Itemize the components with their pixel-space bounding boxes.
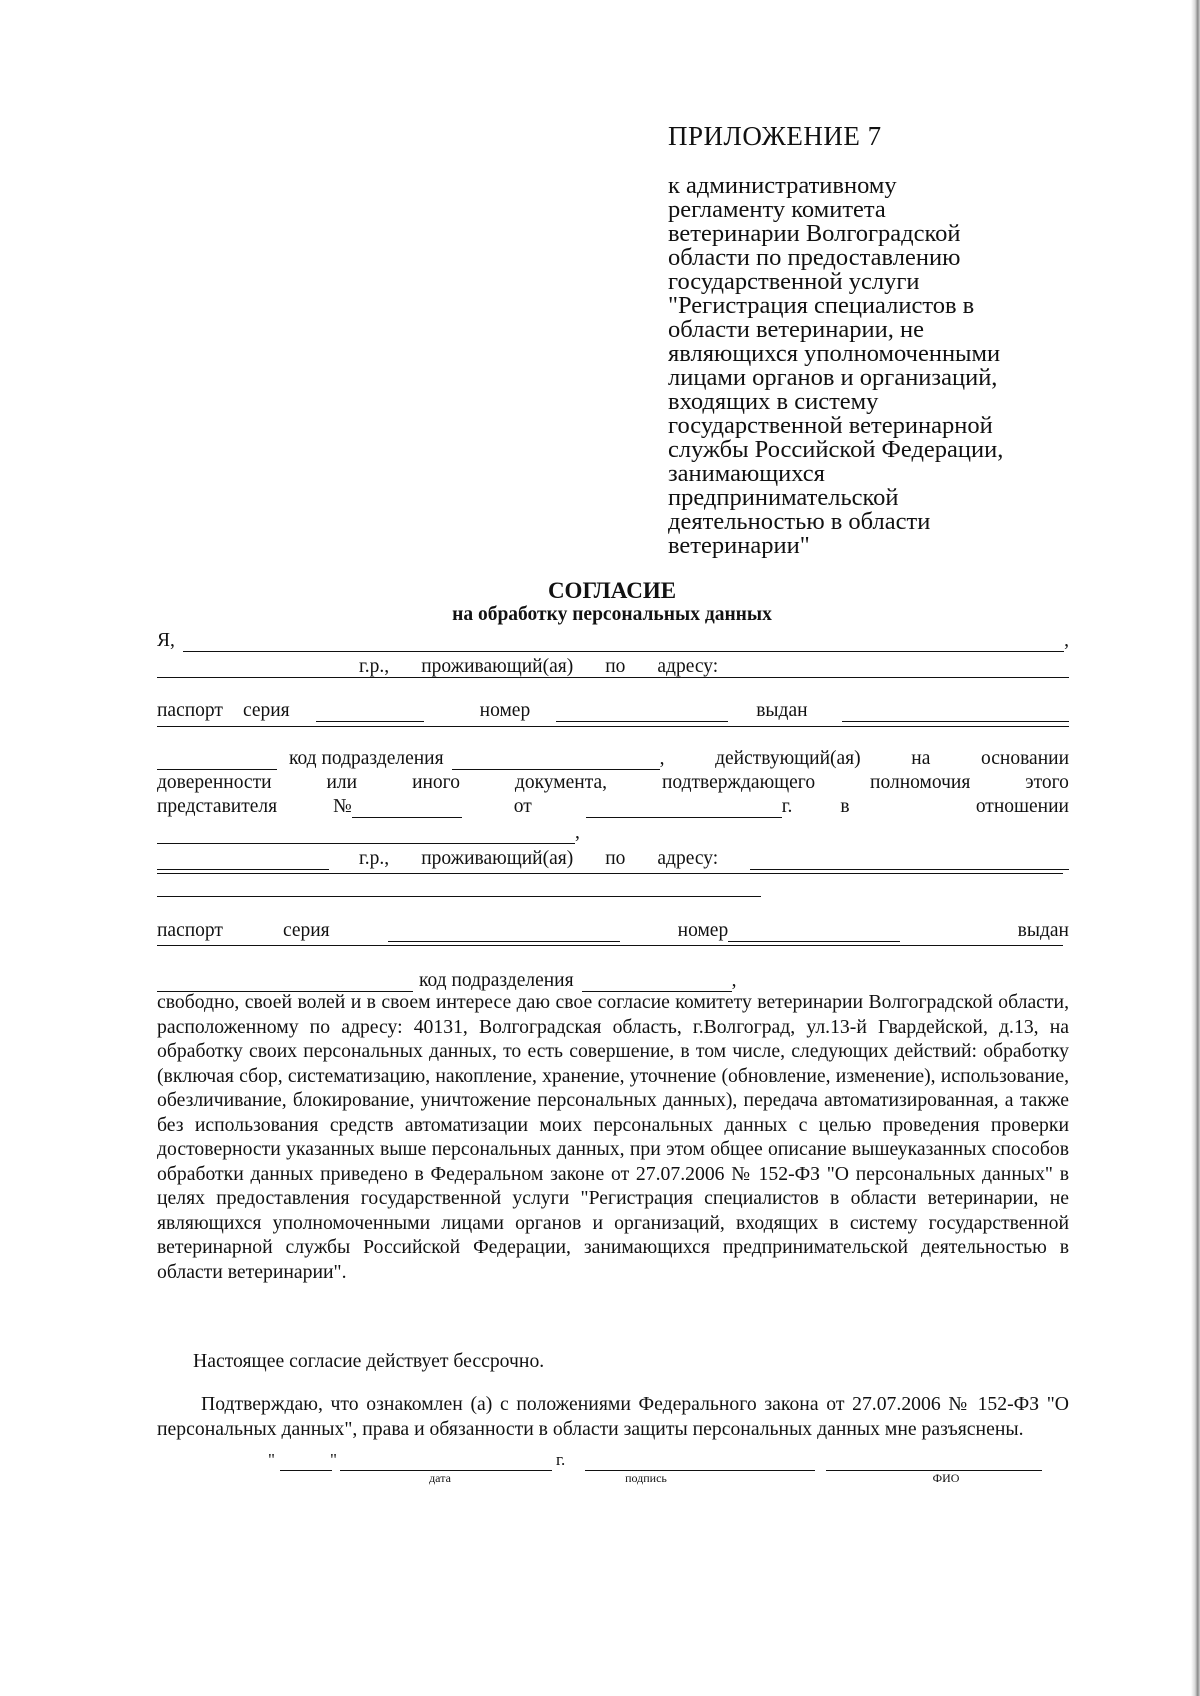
label-at: по <box>605 656 626 677</box>
consent-confirm: Подтверждаю, что ознакомлен (а) с положениями Федерального закона от 27.07.2006 № 152-ФЗ "О персональных данных", права и обязанности в области защиты персональных данных мне разъяснены. <box>157 1393 1069 1440</box>
label-series-2: серия <box>282 920 330 941</box>
field-birth-year-2[interactable] <box>157 851 329 870</box>
row-represented <box>157 820 1069 844</box>
appendix-title: ПРИЛОЖЕНИЕ 7 <box>668 121 882 151</box>
label-comma-3: , <box>731 970 737 991</box>
label-address-2: адресу: <box>657 848 719 869</box>
label-passport-2: паспорт <box>157 920 223 941</box>
signature-lines <box>0 1450 1200 1474</box>
appendix-text: к административному регламенту комитета ветеринарии Волгоградской области по предоставлению государственной услуги "Регистрация специалистов в области ветеринарии, не являющихся уполномоченными лицами органов и организаций, входящих в систему государственной ветеринарной службы Российской Федерации, занимающихся предпринимательской деятельностью в области ветеринарии" <box>668 172 1004 559</box>
row-passport-2 <box>157 918 1069 942</box>
label-issued-2: выдан <box>1017 920 1069 941</box>
doc-title: СОГЛАСИЕ <box>547 578 677 603</box>
row-proxy <box>157 770 1069 794</box>
label-number-2: номер <box>677 920 729 941</box>
scan-edge <box>1191 0 1200 1696</box>
field-number-2[interactable] <box>728 923 900 942</box>
field-day[interactable] <box>280 1470 332 1471</box>
label-year: г. <box>781 796 793 817</box>
field-address-2-line-3[interactable] <box>157 896 761 897</box>
label-at-2: по <box>605 848 626 869</box>
consent-main-text: свободно, своей волей и в своем интересе даю свое согласие комитету ветеринарии Волгоградской области, расположенному по адресу: 40131, Волгоградская область, г.Волгоград, ул.13-й Гвардейской, д.13, на обработку своих персональных данных, то есть совершение, в том числе, следующих действий: обработку (включая сбор, систематизацию, накопление, хранение, уточнение (обновление, изменение), использование, обезличивание, блокирование, уничтожение персональных данных), передача автоматизированная, а также без использования средств автоматизации моих персональных данных с целью проведения проверки достоверности указанных выше персональных данных, при этом общее описание вышеуказанных способов обработки данных приведено в Федеральном законе от 27.07.2006 № 152-ФЗ "О персональных данных" в целях предоставления государственной услуги "Регистрация специалистов в области ветеринарии, не являющихся уполномоченными лицами органов и организаций, входящих в систему государственной ветеринарной службы Российской Федерации, занимающихся предпринимательской деятельностью в области ветеринарии". <box>157 991 1069 1283</box>
field-series-2[interactable] <box>388 923 620 942</box>
word-proxy-0: доверенности <box>157 772 272 793</box>
field-doc-date[interactable] <box>586 799 782 818</box>
row-name <box>157 628 1069 652</box>
field-birth-year[interactable] <box>157 659 329 678</box>
label-unit-code-2: код подразделения <box>419 970 574 991</box>
label-from: от <box>513 796 532 817</box>
row-birth-address-2 <box>157 846 1069 870</box>
row-code-1 <box>157 746 1069 770</box>
label-address: адресу: <box>657 656 719 677</box>
label-passport: паспорт <box>157 700 223 721</box>
label-number: номер <box>479 700 531 721</box>
quote-open: " <box>268 1450 275 1469</box>
caption-signature: подпись <box>625 1471 667 1485</box>
field-address-2-line-2[interactable] <box>157 873 1063 874</box>
label-birth-year: г.р., <box>359 656 390 677</box>
field-doc-number[interactable] <box>352 799 462 818</box>
label-i: Я, <box>157 630 175 651</box>
label-living: проживающий(ая) <box>421 656 574 677</box>
field-unit-code[interactable] <box>452 751 660 770</box>
field-series[interactable] <box>316 703 424 722</box>
field-address-2[interactable] <box>750 851 1069 870</box>
label-comma: , <box>1064 630 1069 651</box>
caption-date: дата <box>429 1471 451 1485</box>
label-birth-year-2: г.р., <box>359 848 390 869</box>
field-number[interactable] <box>556 703 728 722</box>
row-birth-address-1 <box>157 654 1069 678</box>
field-address-line-2[interactable] <box>157 677 1069 678</box>
word-proxy-5: полномочия <box>870 772 971 793</box>
field-issued-2-line-2[interactable] <box>157 945 1063 946</box>
label-acting: , действующий(ая) на основании <box>659 748 1069 769</box>
word-proxy-4: подтверждающего <box>661 772 816 793</box>
field-issued[interactable] <box>842 703 1069 722</box>
label-living-2: проживающий(ая) <box>421 848 574 869</box>
field-issued-cont[interactable] <box>157 751 277 770</box>
row-code-2 <box>157 968 1069 992</box>
label-in: в <box>840 796 850 817</box>
field-address[interactable] <box>750 659 1069 678</box>
label-issued: выдан <box>756 700 808 721</box>
row-representative <box>157 794 1069 818</box>
appendix-header <box>668 120 1098 558</box>
label-num-sign: № <box>333 796 352 817</box>
sign-year: г. <box>556 1450 566 1469</box>
word-proxy-3: документа, <box>514 772 607 793</box>
word-proxy-6: этого <box>1025 772 1069 793</box>
field-represented-name[interactable] <box>157 825 575 844</box>
label-representative: представителя <box>157 796 278 817</box>
label-comma-2: , <box>575 822 580 843</box>
field-full-name[interactable] <box>183 633 1064 652</box>
field-issued-line-2[interactable] <box>157 726 1069 727</box>
quote-close: " <box>330 1450 337 1469</box>
label-unit-code: код подразделения <box>289 748 444 769</box>
consent-validity: Настоящее согласие действует бессрочно. <box>193 1350 545 1372</box>
word-proxy-2: иного <box>412 772 460 793</box>
label-relation: отношении <box>975 796 1069 817</box>
label-series: серия <box>242 700 290 721</box>
doc-subtitle: на обработку персональных данных <box>452 604 772 625</box>
word-proxy-1: или <box>326 772 358 793</box>
caption-name: ФИО <box>932 1471 960 1485</box>
row-passport-1 <box>157 698 1069 722</box>
